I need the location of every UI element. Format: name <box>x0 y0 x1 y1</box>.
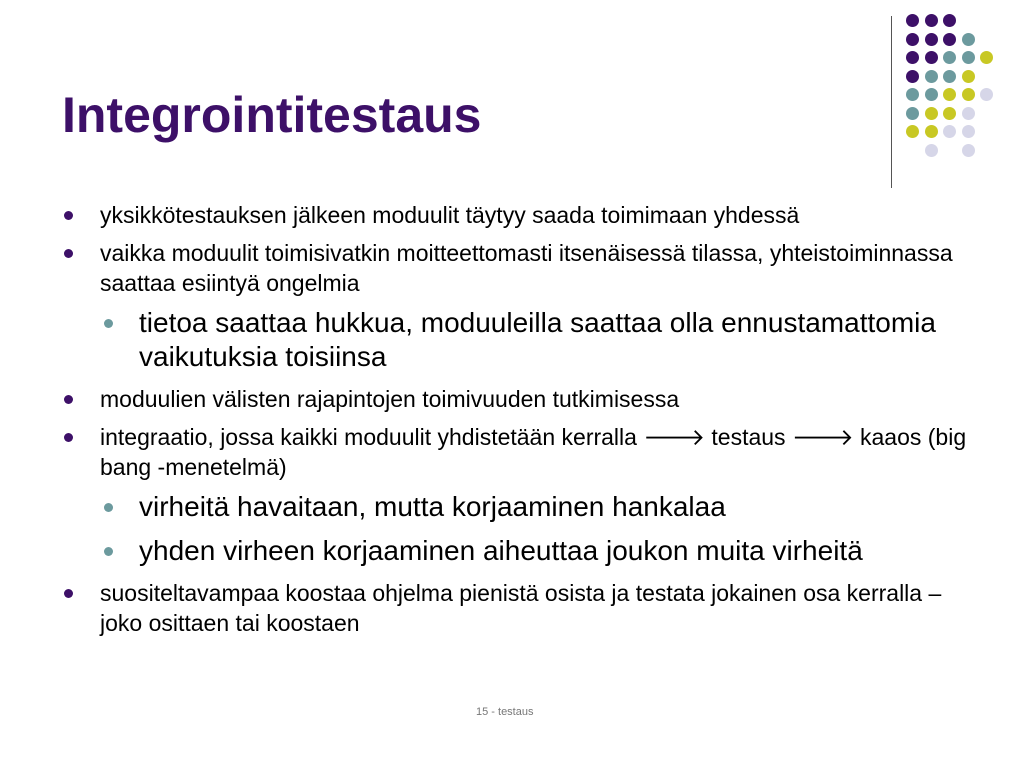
decorative-dot <box>906 51 919 64</box>
slide-title: Integrointitestaus <box>62 87 482 143</box>
decorative-dot <box>925 88 938 101</box>
sub-bullet-icon <box>104 319 113 328</box>
decorative-dot <box>925 107 938 120</box>
sub-bullet-text: tietoa saattaa hukkua, moduuleilla saattaa olla ennustamattomia vaikutuksia toisiinsa <box>139 307 936 372</box>
bullet-icon <box>64 433 73 442</box>
bullet-item <box>62 238 982 298</box>
bullet-icon <box>64 589 73 598</box>
bullet-text: integraatio, jossa kaikki moduulit yhdistetään kerralla 🡒 testaus 🡒 kaaos (big bang -menetelmä) <box>100 424 967 480</box>
sub-bullet-item <box>62 306 982 374</box>
bullet-item <box>62 200 982 230</box>
decorative-dot <box>925 14 938 27</box>
decorative-dot <box>925 51 938 64</box>
bullet-text: yksikkötestauksen jälkeen moduulit täytyy saada toimimaan yhdessä <box>100 202 800 228</box>
decorative-dot <box>925 125 938 138</box>
bullet-item <box>62 578 982 638</box>
decorative-dot <box>943 88 956 101</box>
bullet-icon <box>64 395 73 404</box>
decorative-dot <box>906 107 919 120</box>
sub-bullet-item <box>62 490 982 524</box>
decorative-dot <box>980 88 993 101</box>
sub-bullet-item <box>62 534 982 568</box>
bullet-text: vaikka moduulit toimisivatkin moitteettomasti itsenäisessä tilassa, yhteistoiminnassa saattaa esiintyä ongelmia <box>100 240 953 296</box>
sub-bullet-icon <box>104 503 113 512</box>
decorative-dot <box>925 70 938 83</box>
bullet-item <box>62 384 982 414</box>
decorative-dot <box>943 51 956 64</box>
sub-bullet-text: yhden virheen korjaaminen aiheuttaa joukon muita virheitä <box>139 535 863 566</box>
decorative-dot <box>962 70 975 83</box>
bullet-list <box>62 200 982 646</box>
sub-bullet-text: virheitä havaitaan, mutta korjaaminen hankalaa <box>139 491 726 522</box>
decorative-dot <box>925 144 938 157</box>
decorative-dot <box>962 88 975 101</box>
decorative-dot <box>906 88 919 101</box>
decorative-dot <box>943 107 956 120</box>
decorative-dot-grid <box>906 14 1016 164</box>
decorative-dot <box>962 51 975 64</box>
bullet-text: moduulien välisten rajapintojen toimivuuden tutkimisessa <box>100 386 680 412</box>
decorative-dot <box>906 125 919 138</box>
decorative-dot <box>962 107 975 120</box>
decorative-dot <box>906 14 919 27</box>
decorative-dot <box>943 70 956 83</box>
decorative-dot <box>906 70 919 83</box>
decorative-dot <box>943 33 956 46</box>
sub-bullet-icon <box>104 547 113 556</box>
bullet-text: suositeltavampaa koostaa ohjelma pienistä osista ja testata jokainen osa kerralla – joko osittaen tai koostaen <box>100 580 942 636</box>
title-divider <box>891 16 892 188</box>
decorative-dot <box>925 33 938 46</box>
slide-footer: 15 - testaus <box>476 706 534 718</box>
decorative-dot <box>962 33 975 46</box>
bullet-item <box>62 422 982 482</box>
decorative-dot <box>962 144 975 157</box>
decorative-dot <box>943 14 956 27</box>
decorative-dot <box>943 125 956 138</box>
decorative-dot <box>980 51 993 64</box>
bullet-icon <box>64 249 73 258</box>
decorative-dot <box>962 125 975 138</box>
decorative-dot <box>906 33 919 46</box>
bullet-icon <box>64 211 73 220</box>
